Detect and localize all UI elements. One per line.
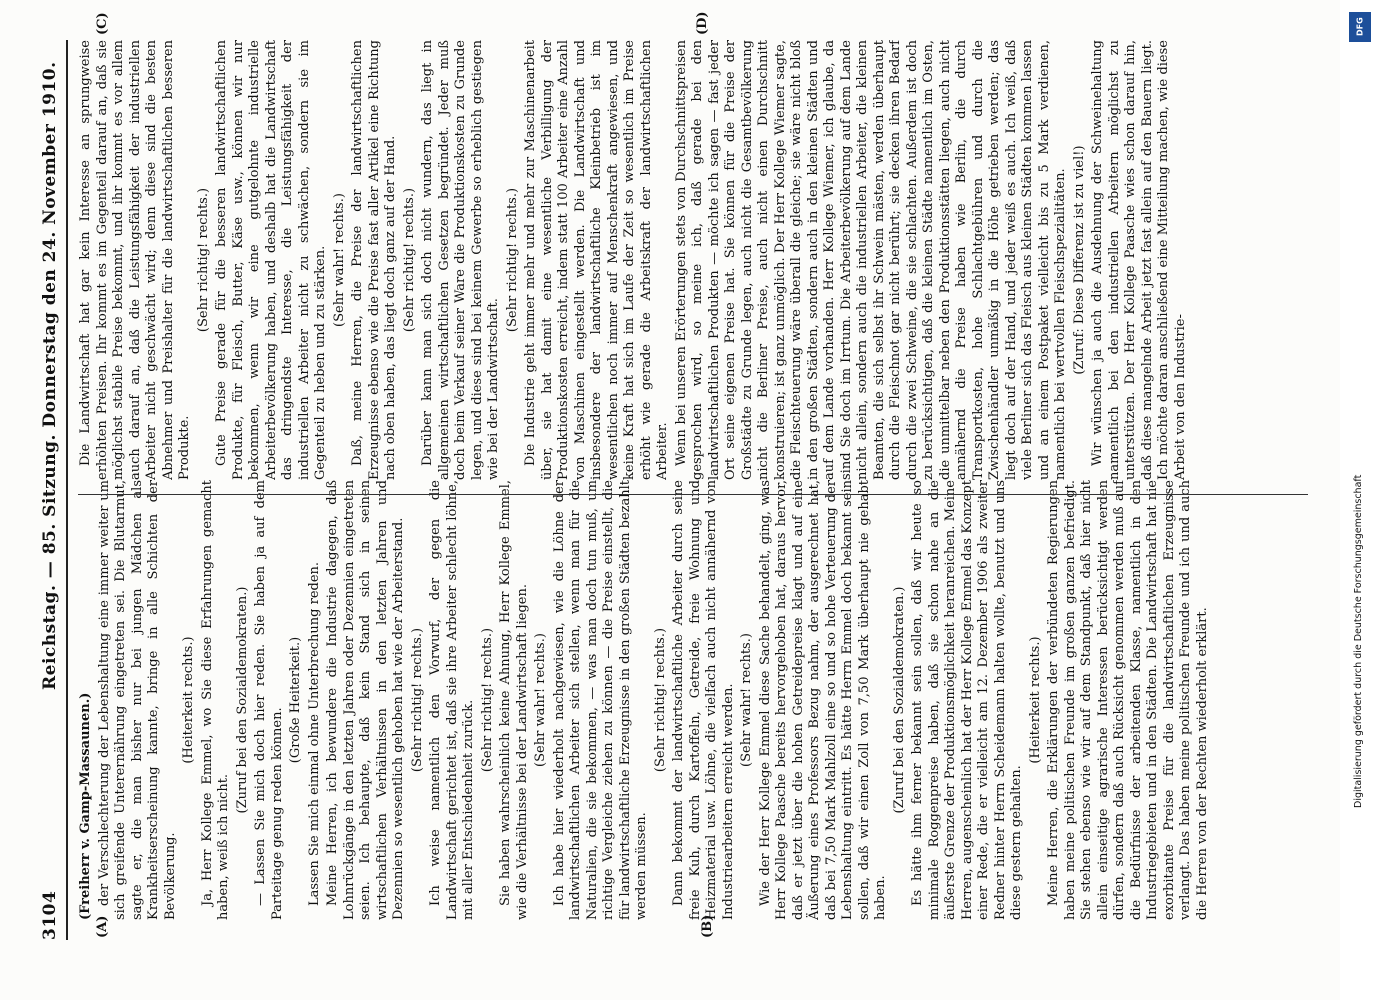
paragraph: Ich weise namentlich den Vorwurf, der gegen die Landwirtschaft gerichtet ist, daß sie ihre Arbeiter schlecht löhne, mit aller Entschiedenheit zurück. [428,480,476,920]
right-text-column [78,40,1308,480]
paragraph: Lassen Sie mich einmal ohne Unterbrechung reden. [306,561,322,906]
paragraph: Es hätte ihm ferner bekannt sein sollen, daß wir heute so minimale Roggenpreise haben, daß sie schon nahe an die äußerste Grenze der Produktionsmöglichkeit heranreichen. Meine Herren, augenscheinlich hat der Herr Kollege Emmel das Konzept einer Rede, die er vielleicht am 12. Dezember 1906 als zweiter Redner hinter Herrn Scheidemann halten wollte, benutzt und uns diese gestern gehalten. [910,480,1024,920]
margin-marker-d: (D) [695,11,710,35]
interjection: (Sehr wahr! rechts.) [533,633,548,767]
paragraph: Wie der Herr Kollege Emmel diese Sache behandelt, ging, was Herr Kollege Paasche bereits hervorgehoben hat, daraus hervor, daß er jetzt über die hohen Getreidepreise klagt und auf eine Äußerung eines Professors Bezug nahm, der ausgerechnet hat, daß bei 7,50 Mark Mahlzoll eine so und so hohe Verteuerung der Lebenshaltung eintritt. Es hätte Herrn Emmel doch bekannt sein sollen, daß wir einen Zoll von 7,50 Mark überhaupt nie gehabt haben. [757,480,888,920]
interjection: (Zuruf: Diese Differenz ist zu viel!) [1071,145,1087,375]
interjection: (Sehr richtig! rechts.) [409,627,425,773]
paragraph: Sie haben wahrscheinlich keine Ahnung, Herr Kollege Emmel, wie die Verhältnisse bei der Landwirtschaft liegen. [498,480,530,920]
paragraph: Gute Preise gerade für die besseren landwirtschaftlichen Produkte, für Fleisch, Butter, Käse usw., können wir nur bekommen, wenn wir eine gutgelohnte industrielle Arbeiterbevölkerung haben, und deshalb hat die Landwirtschaft das dringendste Interesse, die Leistungsfähigkeit der industriellen Arbeiter nicht zu schwächen, sondern sie im Gegenteil zu heben und zu stärken. [214,40,328,480]
speaker-name: (Freiherr v. Gamp-Massaunen.) [78,692,93,920]
margin-marker-a: (A) [95,915,110,938]
header-rule [66,40,68,940]
interjection: (Zuruf bei den Sozialdemokraten.) [891,586,907,814]
left-text-column [78,480,1308,920]
paragraph: Dann bekommt der landwirtschaftliche Arbeiter durch seine freie Kuh, durch Kartoffeln, Getreide, freie Wohnung und Heizmaterial usw. Löhne, die vielfach auch nicht annähernd von Industriearbeitern erreicht werden. [671,480,736,920]
digitization-sidebar [1345,8,1377,998]
paragraph: Meine Herren, die Erklärungen der verbündeten Regierungen haben meine politischen Freunde im großen ganzen befriedigt. Sie stehen ebenso wie wir auf dem Standpunkt, daß hier nicht allein einseitige agrarische Interessen berücksichtigt werden dürfen, sondern daß auch Rücksicht genommen werden muß auf die Bedürfnisse der arbeitenden Klasse, namentlich in den Industriegebieten und in den Städten. Die Landwirtschaft hat nie exorbitante Preise für die landwirtschaftlichen Erzeugnisse verlangt. Das haben meine politischen Freunde und ich und auch die Herren von der Rechten wiederholt erklärt. [1046,480,1210,920]
paragraph: Ich habe hier wiederholt nachgewiesen, wie die Löhne der landwirtschaftlichen Arbeiter sich stellen, wenn man für die Naturalien, die sie bekommen, — was man doch tun muß, um richtige Vergleiche ziehen zu können — die Preise einstellt, die für landwirtschaftliche Erzeugnisse in den großen Städten bezahlt werden müssen. [551,480,649,920]
paragraph: Wenn bei unseren Erörterungen stets von Durchschnittspreisen gesprochen wird, so meine ich, daß gerade bei den landwirtschaftlichen Produkten — möchte ich sagen — fast jeder Ort seine eigenen Preise hat. Sie können für die Preise der Großstädte zu Grunde legen, auch nicht die Gesamtbevölkerung nicht die Berliner Preise, auch nicht einen Durchschnitt konstruieren; ist ganz unmöglich. Der Herr Kollege Wiemer sagte, die Fleischteuerung wäre überall die gleiche; sie wäre nicht bloß in den großen Städten, sondern auch in den kleinen Städten und auf dem Lande vorhanden. Herr Kollege Wiemer, ich glaube, da sind Sie doch im Irrtum. Die Arbeiterbevölkerung auf dem Lande nicht allein, sondern auch die industriellen Arbeiter, die kleinen Beamten, die sich selbst ihr Schwein mästen, werden überhaupt durch die Fleischnot gar nicht berührt; sie decken ihren Bedarf durch die zwei Schweine, die sie schlachten. Außerdem ist doch zu berücksichtigen, daß die kleinen Städte namentlich im Osten, die unmittelbar neben den Produktionsstätten liegen, auch nicht annähernd die Preise haben wie Berlin, die durch Transportkosten, hohe Schlachtgebühren und durch die Zwischenhändler unmäßig in die Höhe getrieben werden; das liegt doch auf der Hand, und jeder weiß es auch. Ich weiß, daß viele Berliner sich das Fleisch aus kleinen Städten kommen lassen und an einem Postpaket vielleicht bis zu 5 Mark verdienen, namentlich bei wertvollen Fleischspezialitäten. [673,40,1068,480]
interjection: (Sehr richtig! rechts.) [401,187,417,333]
paragraph: der Verschlechterung der Lebenshaltung eine immer weiter um sich greifende Unterernährung eingetreten sei. Die Blutarmut, sagte er, die man bisher nur bei jungen Mädchen als Krankheitserscheinung kannte, bringe in alle Schichten der Bevölkerung. [96,480,178,920]
page-header [40,40,64,940]
paragraph: — Lassen Sie mich doch hier reden. Sie haben ja auf dem Parteitage genug reden können. [253,480,285,920]
interjection: (Sehr wahr! rechts.) [739,633,754,767]
paragraph: Die Landwirtschaft hat gar kein Interesse an sprungweise erhöhten Preisen. Ihr kommt es im Gegenteil darauf an, daß sie möglichst stabile Preise bekommt, und ihr kommt es vor allem auch darauf an, daß die Leistungsfähigkeit der industriellen Arbeiter nicht geschwächt wird; denn diese sind die besten Abnehmer und Preishalter für die landwirtschaftlichen besseren Produkte. [78,40,192,480]
interjection: (Sehr richtig! rechts.) [479,627,495,773]
paragraph: Meine Herren, ich bewundere die Industrie dagegen, daß Lohnrückgänge in den letzten Jahren oder Dezennien eingetreten seien. Ich behaupte, daß kein Stand sich in seinen wirtschaftlichen Verhältnissen in den letzten Jahren und Dezennien so wesentlich gehoben hat wie der Arbeiterstand. [325,480,406,920]
column-divider [78,494,1308,495]
interjection: (Heiterkeit rechts.) [1027,636,1043,764]
page-title: Reichstag. — 85. Sitzung. Donnerstag den 24. November 1910. [40,61,60,690]
interjection: (Heiterkeit rechts.) [181,636,196,764]
interjection: (Sehr richtig! rechts.) [504,187,520,333]
margin-marker-c: (C) [95,12,110,35]
interjection: (Sehr richtig! rechts.) [195,187,211,333]
interjection: (Große Heiterkeit.) [288,636,303,764]
digitization-credit: Digitalisierung gefördert durch die Deutsche Forschungsgemeinschaft [1353,474,1364,808]
page-number: 3104 [40,890,60,940]
paragraph: Wir wünschen ja auch die Ausdehnung der Schweinehaltung namentlich bei den industriellen Arbeitern möglichst zu unterstützen. Der Herr Kollege Paasche wies schon darauf hin, daß diese mangelnde Arbeit jetzt fast allein auf den Bauern liegt. Ich möchte daran anschließend eine Mitteilung machen, wie diese Arbeit von den Industrie- [1090,40,1188,480]
paragraph: Daß, meine Herren, die Preise der landwirtschaftlichen Erzeugnisse ebenso wie die Preise fast aller Artikel eine Richtung nach oben haben, das liegt doch ganz auf der Hand. [350,40,398,480]
interjection: (Sehr richtig! rechts.) [652,627,668,773]
dfg-logo: DFG [1349,12,1371,42]
paragraph: Darüber kann man sich doch nicht wundern, das liegt in allgemeinen wirtschaftlichen Gesetzen begründet. Jeder muß doch beim Verkauf seiner Ware die Produktionskosten zu Grunde legen, und diese sind bei keinem Gewerbe so erheblich gestiegen wie bei der Landwirtschaft. [420,40,501,480]
paragraph: Ja, Herr Kollege Emmel, wo Sie diese Erfahrungen gemacht haben, weiß ich nicht. [199,480,231,920]
interjection: (Sehr wahr! rechts.) [331,193,347,327]
margin-marker-b: (B) [700,914,715,938]
paragraph: Die Industrie geht immer mehr und mehr zur Maschinenarbeit über, sie hat damit eine wesentliche Verbilligung der Produktionskosten erreicht, indem statt 100 Arbeiter eine Anzahl von Maschinen eingestellt werden. Die Landwirtschaft und insbesondere der landwirtschaftliche Kleinbetrieb ist im wesentlichen noch immer auf Menschenkraft angewiesen, und keine Kraft hat sich im Laufe der Zeit so wesentlich im Preise erhöht wie gerade die Arbeitskraft der landwirtschaftlichen Arbeiter. [523,40,670,480]
interjection: (Zuruf bei den Sozialdemokraten.) [234,586,250,814]
